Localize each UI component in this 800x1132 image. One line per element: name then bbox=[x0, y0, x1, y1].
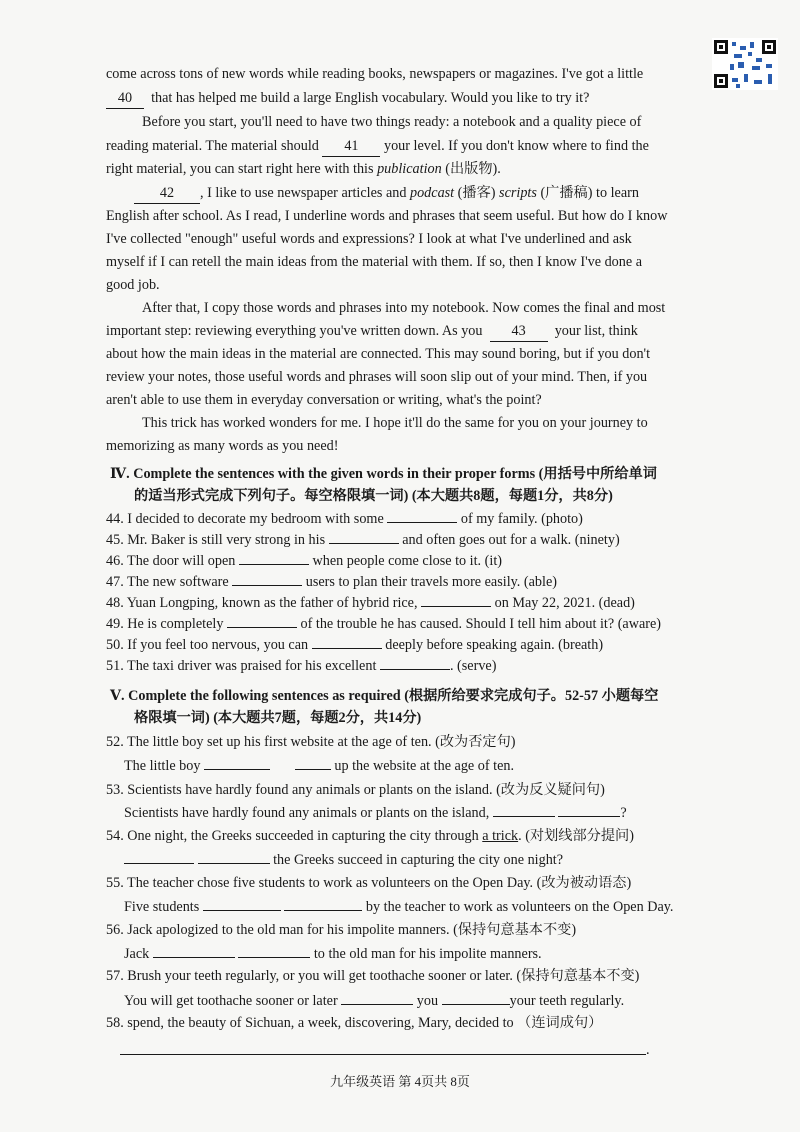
passage-line: English after school. As I read, I underline words and phrases that seem useful. But how do I know bbox=[106, 208, 668, 224]
passage-line: This trick has worked wonders for me. I hope it'll do the same for you on your journey to bbox=[142, 415, 648, 431]
answer-blank[interactable] bbox=[198, 849, 270, 864]
question-46: 46. The door will open when people come close to it. (it) bbox=[106, 550, 502, 571]
blank-43: 43 bbox=[490, 321, 548, 342]
answer-blank[interactable] bbox=[295, 755, 331, 770]
qr-code-image bbox=[712, 38, 778, 90]
answer-blank[interactable] bbox=[341, 990, 413, 1005]
answer-blank[interactable] bbox=[227, 613, 297, 628]
answer-blank[interactable] bbox=[312, 634, 382, 649]
passage-line: aren't able to use them in everyday conversation or writing, what's the point? bbox=[106, 392, 542, 408]
question-57-answer: You will get toothache sooner or later you your teeth regularly. bbox=[124, 990, 624, 1011]
answer-blank[interactable] bbox=[493, 802, 555, 817]
passage-line: good job. bbox=[106, 277, 160, 293]
answer-blank[interactable] bbox=[442, 990, 510, 1005]
section-4-heading: Ⅳ. Complete the sentences with the given words in their proper forms (用括号中所给单词 bbox=[110, 466, 657, 482]
question-44: 44. I decided to decorate my bedroom with some of my family. (photo) bbox=[106, 508, 583, 529]
question-51: 51. The taxi driver was praised for his excellent . (serve) bbox=[106, 655, 496, 676]
question-55: 55. The teacher chose five students to work as volunteers on the Open Day. (改为被动语态) bbox=[106, 875, 632, 891]
answer-blank[interactable] bbox=[380, 655, 450, 670]
answer-blank[interactable] bbox=[387, 508, 457, 523]
question-53-answer: Scientists have hardly found any animals or plants on the island, ? bbox=[124, 802, 627, 823]
question-56-answer: Jack to the old man for his impolite manners. bbox=[124, 943, 542, 964]
question-45: 45. Mr. Baker is still very strong in his and often goes out for a walk. (ninety) bbox=[106, 529, 620, 550]
passage-line: reading material. The material should 41 your level. If you don't know where to find the bbox=[106, 136, 649, 157]
question-48: 48. Yuan Longping, known as the father of hybrid rice, on May 22, 2021. (dead) bbox=[106, 592, 635, 613]
answer-period: . bbox=[646, 1042, 650, 1058]
question-54-answer: the Greeks succeed in capturing the city one night? bbox=[124, 849, 563, 870]
question-55-answer: Five students by the teacher to work as volunteers on the Open Day. bbox=[124, 896, 673, 917]
answer-blank[interactable] bbox=[232, 571, 302, 586]
answer-blank[interactable] bbox=[204, 755, 270, 770]
passage-line: 40 that has helped me build a large English vocabulary. Would you like to try it? bbox=[106, 88, 589, 109]
answer-blank[interactable] bbox=[239, 550, 309, 565]
page-footer: 九年级英语 第 4页共 8页 bbox=[330, 1074, 470, 1089]
section-4-heading: 的适当形式完成下列句子。每空格限填一词) (本大题共8题，每题1分，共8分) bbox=[134, 488, 613, 504]
passage-line: right material, you can start right here with this publication (出版物). bbox=[106, 161, 501, 177]
passage-line: memorizing as many words as you need! bbox=[106, 438, 339, 454]
question-53: 53. Scientists have hardly found any animals or plants on the island. (改为反义疑问句) bbox=[106, 782, 605, 798]
question-58: 58. spend, the beauty of Sichuan, a week, discovering, Mary, decided to （连词成句） bbox=[106, 1015, 603, 1031]
blank-41: 41 bbox=[322, 136, 380, 157]
answer-blank[interactable] bbox=[558, 802, 620, 817]
passage-line: important step: reviewing everything you've written down. As you 43 your list, think bbox=[106, 321, 638, 342]
question-50: 50. If you feel too nervous, you can deeply before speaking again. (breath) bbox=[106, 634, 603, 655]
passage-line: myself if I can retell the main ideas from the material with them. If so, then I know I've done a bbox=[106, 254, 642, 270]
passage-line: come across tons of new words while reading books, newspapers or magazines. I've got a little bbox=[106, 66, 644, 82]
answer-blank[interactable] bbox=[124, 849, 194, 864]
answer-blank[interactable] bbox=[203, 896, 281, 911]
answer-blank[interactable] bbox=[153, 943, 235, 958]
question-47: 47. The new software users to plan their travels more easily. (able) bbox=[106, 571, 557, 592]
section-5-heading: 格限填一词) (本大题共7题，每题2分，共14分) bbox=[134, 710, 422, 726]
answer-line-58[interactable] bbox=[120, 1054, 646, 1055]
passage-line: review your notes, those useful words and phrases will soon slip out of your mind. Then, if you bbox=[106, 369, 648, 385]
passage-line: Before you start, you'll need to have two things ready: a notebook and a quality piece of bbox=[142, 114, 642, 130]
blank-40: 40 bbox=[106, 88, 144, 109]
passage-line: After that, I copy those words and phrases into my notebook. Now comes the final and most bbox=[142, 300, 666, 316]
section-5-heading: Ⅴ. Complete the following sentences as required (根据所给要求完成句子。52-57 小题每空 bbox=[110, 688, 659, 704]
question-52-answer: The little boy up the website at the age of ten. bbox=[124, 755, 514, 776]
answer-blank[interactable] bbox=[421, 592, 491, 607]
question-57: 57. Brush your teeth regularly, or you will get toothache sooner or later. (保持句意基本不变) bbox=[106, 968, 640, 984]
passage-line: 42 , I like to use newspaper articles and podcast (播客) scripts (广播稿) to learn bbox=[134, 183, 639, 204]
answer-blank[interactable] bbox=[238, 943, 310, 958]
answer-blank[interactable] bbox=[284, 896, 362, 911]
passage-line: I've collected "enough" useful words and expressions? I look at what I've underlined and ask bbox=[106, 231, 632, 247]
question-56: 56. Jack apologized to the old man for his impolite manners. (保持句意基本不变) bbox=[106, 922, 577, 938]
blank-42: 42 bbox=[134, 183, 200, 204]
question-52: 52. The little boy set up his first website at the age of ten. (改为否定句) bbox=[106, 734, 516, 750]
question-54: 54. One night, the Greeks succeeded in capturing the city through a trick. (对划线部分提问) bbox=[106, 828, 634, 844]
question-49: 49. He is completely of the trouble he has caused. Should I tell him about it? (aware) bbox=[106, 613, 661, 634]
answer-blank[interactable] bbox=[329, 529, 399, 544]
passage-line: about how the main ideas in the material are connected. This may sound boring, but if you don't bbox=[106, 346, 651, 362]
